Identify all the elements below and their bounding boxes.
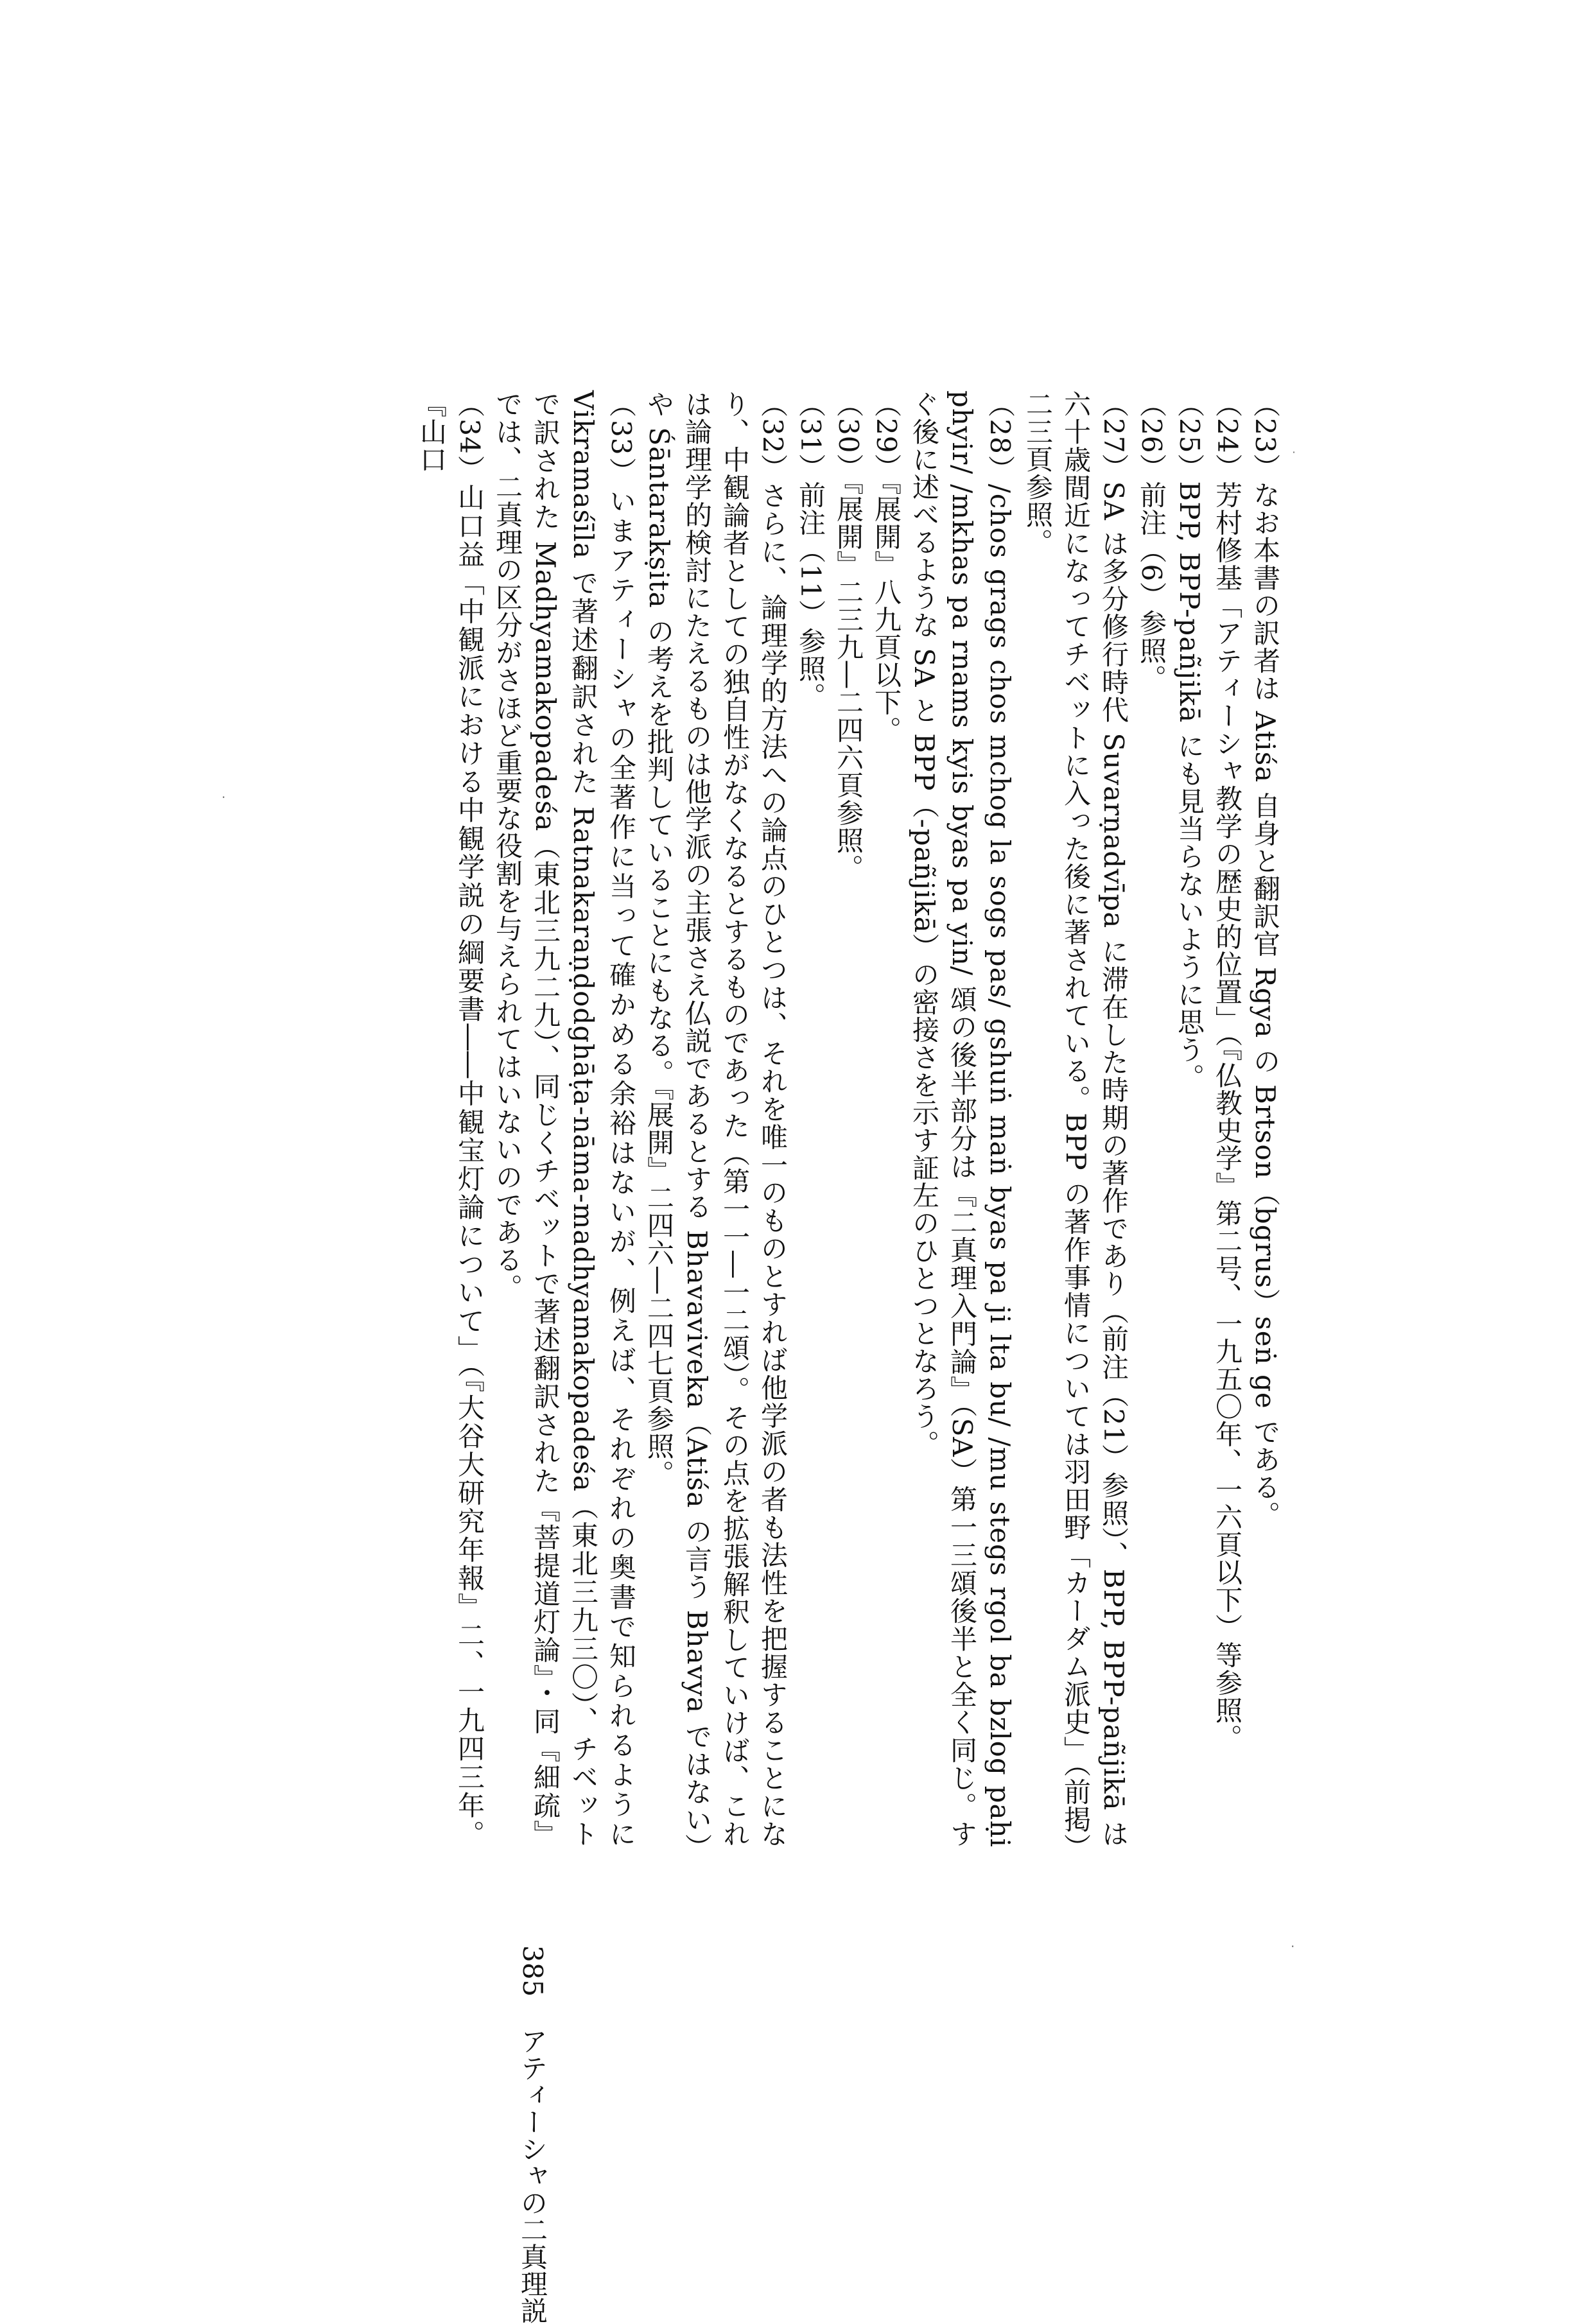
note-number: （34） <box>454 390 485 484</box>
note-number: （32） <box>757 390 789 482</box>
note-text: SA は多分修行時代 Suvarṇadvīpa に滞在した時期の著作であり（前注（21）参照）、BPP, BPP-pañjikā は六十歳間近になってチベットに入った後に著されている。BPP の著作事情については羽田野「カーダム派史」（前掲）二三頁参照。 <box>1022 390 1129 1848</box>
note-text: 『展開』八九頁以下。 <box>871 481 902 744</box>
scan-speck: · <box>1291 1939 1295 1954</box>
note-number: （33） <box>606 390 637 487</box>
note-29 <box>867 390 905 1848</box>
note-text: 前注（11）参照。 <box>795 481 826 710</box>
note-34 <box>413 390 489 1848</box>
note-number: （31） <box>795 390 826 481</box>
note-number: （30） <box>833 390 864 481</box>
note-27 <box>1019 390 1133 1848</box>
note-text: 『展開』二三九―二四六頁参照。 <box>833 481 864 882</box>
note-25 <box>1171 390 1208 1848</box>
note-text: BPP, BPP-pañjikā にも見当らないように思う。 <box>1174 481 1205 1091</box>
note-text: なお本書の訳者は Atiśa 自身と翻訳官 Rgya の Brtson（bgrus）seṅ ge である。 <box>1250 481 1281 1529</box>
scan-speck: · <box>222 790 226 805</box>
note-number: （24） <box>1212 390 1243 481</box>
note-23 <box>1246 390 1284 1848</box>
note-24 <box>1208 390 1246 1848</box>
note-32 <box>640 390 792 1848</box>
note-text: さらに、論理学的方法への論点のひとつは、それを唯一のものとすれば他学派の者も法性を把握することになり、中観論者としての独自性がなくなるとするものであった（第一一―一二頌）。その点を拡張解釈していけば、これは論理学的検討にたえるものは他学派の主張さえ仏説であるとする Bhavaviveka（Atiśa の言う Bhavya ではない）や Śāntarakṣita の考えを批判していることにもなる。『展開』二四六―二四七頁参照。 <box>643 390 789 1848</box>
note-number: （26） <box>1136 390 1167 481</box>
note-31 <box>792 390 830 1848</box>
note-number: （27） <box>1098 390 1129 481</box>
running-title: アティーシャの二真理説 <box>517 2027 548 2324</box>
note-text: /chos grags chos mchog la sogs pas/ gshuṅ maṅ byas pa ji lta bu/ /mu stegs rgol ba bzlog paḥi phyir/ /mkhas pa rnams kyis byas pa yin/ 頌の後半部分は『二真理入門論』（SA）第一三頌後半と全く同じ。すぐ後に述べるような SA と BPP（-pañjikā）の密接さを示す証左のひとつとなろう。 <box>909 390 1016 1848</box>
note-text: 芳村修基「アティーシャ教学の歴史的位置」（『仏教史学』第二号、一九五〇年、一六頁以下）等参照。 <box>1212 481 1243 1752</box>
note-number: （29） <box>871 390 902 481</box>
note-28 <box>905 390 1019 1848</box>
notes-column-block <box>283 390 1284 1848</box>
note-text: いまアティーシャの全著作に当って確かめる余裕はないが、例えば、それぞれの奥書で知られるように Vikramaśīla で著述翻訳された Ratnakaraṇḍodghāṭa-nāma-madhyamakopadeśa（東北三九三〇）、チベットで訳された Madhyamakopadeśa（東北三九二九）、同じくチベットで著述翻訳された『菩提道灯論』・同『細疏』では、二真理の区分がさほど重要な役割を与えられてはいないのである。 <box>492 390 637 1848</box>
note-30 <box>830 390 867 1848</box>
note-text: 前注（6）参照。 <box>1136 481 1167 693</box>
note-number: （23） <box>1250 390 1281 481</box>
note-26 <box>1133 390 1171 1848</box>
note-number: （28） <box>984 390 1016 484</box>
page-footer <box>514 1945 552 2324</box>
note-text: 山口益「中観派における中観学説の綱要書――中観宝灯論について」（『大谷大研究年報』二、一九四三年。『山口 <box>416 390 485 1848</box>
note-33 <box>489 390 640 1848</box>
page-number: 385 <box>517 1945 548 1997</box>
scan-speck: ˙ <box>1291 449 1297 465</box>
note-number: （25） <box>1174 390 1205 481</box>
